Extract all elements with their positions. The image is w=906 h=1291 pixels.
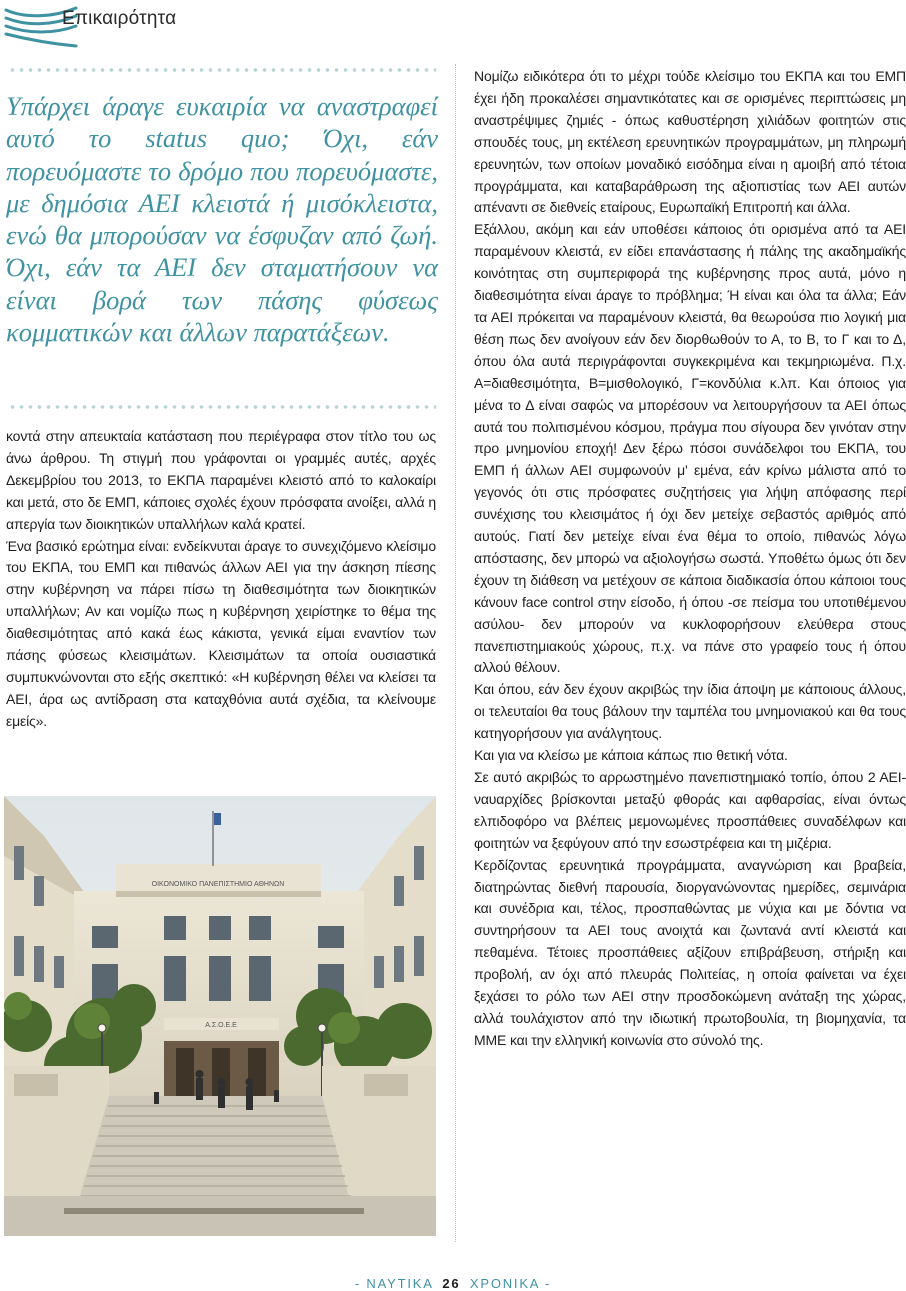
university-photo [4, 796, 436, 1236]
right-column [474, 66, 906, 1052]
pull-quote: Υπάρχει άραγε ευκαιρία να αναστραφεί αυτό το status quo; Όχι, εάν πορευόμαστε το δρόμο που πορευόμαστε, με δημόσια ΑΕΙ κλειστά ή μισόκλειστα, ενώ θα μπορούσαν να έσφυζαν από ζωή. Όχι, εάν τα ΑΕΙ δεν σταματήσουν να είναι βορά των πάσης φύσεως κομματικών και άλλων παρατάξεων. [6, 91, 438, 348]
section-title: Επικαιρότητα [62, 8, 177, 29]
paragraph: Και για να κλείσω με κάποια κάπως πιο θετική νότα. [474, 747, 788, 764]
paragraph: Σε αυτό ακριβώς το αρρωστημένο πανεπιστημιακό τοπίο, όπου 2 ΑΕΙ-ναυαρχίδες βρίσκονται μεταξύ φθοράς και αφθαρσίας, είναι όντως ελπιδοφόρο να βλέπεις μεμονωμένες προσπάθειες συναδέλφων και φοιτητών να ξεφύγουν από την εσωστρέφεια και τη μιζέρια. [474, 769, 906, 851]
building-sign: ΟΙΚΟΝΟΜΙΚΟ ΠΑΝΕΠΙΣΤΗΜΙΟ ΑΘΗΝΩΝ [151, 881, 285, 888]
paragraph: Ένα βασικό ερώτημα είναι: ενδείκνυται άραγε το συνεχιζόμενο κλείσιμο του ΕΚΠΑ, του ΕΜΠ και πιθανώς άλλων ΑΕΙ για την άσκηση πίεσης στην κυβέρνηση να πάρει πίσω τη διαθεσιμότητα των διοικητικών υπαλλήλων; Αν και νομίζω πως η κυβέρνηση χειρίστηκε το θέμα της διαθεσιμότητας από κακά έως κάκιστα, γενικά είμαι εναντίον των πάσης φύσεως κλεισιμάτων. Κλεισιμάτων τα οποία ουσιαστικά συμπυκνώνονται στο εξής σκεπτικό: «Η κυβέρνηση θέλει να κλείσει τα ΑΕΙ, άρα ως αντίδραση στα καταχθόνια αυτά σχέδια, τα κλείνουμε εμείς». [6, 537, 436, 729]
column-divider [455, 64, 456, 1242]
section-header [0, 0, 440, 50]
paragraph: Νομίζω ειδικότερα ότι το μέχρι τούδε κλείσιμο του ΕΚΠΑ και του ΕΜΠ έχει ήδη προκαλέσει σημαντικότατες και σε ορισμένες περιπτώσεις μη αναστρέψιμες ζημιές - όπως καθυστέρηση χιλιάδων φοιτητών στις σπουδές τους, μη εκτέλεση ερευνητικών προγραμμάτων, μη πληρωμή ερευνητών, των οποίων μοναδικό εισόδημα είναι η αμοιβή από τέτοια προγράμματα, και καταβαράθρωση της αξιοπιστίας των ΑΕΙ αυτών απέναντι σε διεθνείς εταίρους, Ευρωπαϊκή Επιτροπή και άλλα. [474, 68, 906, 216]
magazine-name-right: ΧΡΟΝΙΚΑ - [469, 1276, 552, 1291]
dotted-divider-top [8, 67, 436, 73]
paragraph: Κερδίζοντας ερευνητικά προγράμματα, αναγνώριση και βραβεία, διατηρώντας διεθνή παρουσία, διοργανώνοντας ημερίδες, σεμινάρια και συνέδρια και, τέλος, προσπαθώντας με νύχια και με δόντια να συντηρήσουν τα ΑΕΙ τους ανοιχτά και ζωντανά αντί κλειστά και πεθαμένα. Τέτοιες προσπάθειες αξίζουν επιβράβευση, στήριξη και προβολή, αν όχι από πλευράς Πολιτείας, η οποία φαίνεται να έχει ξεχάσει το ρόλο των ΑΕΙ στην προσδοκώμενη ανάταξη της χώρας, αλλά τουλάχιστον από την ιδιωτική πρωτοβουλία, τη βιομηχανία, τα ΜΜΕ και την ελληνική κοινωνία στο σύνολό της. [474, 856, 906, 1048]
magazine-name-left: - ΝΑΥΤΙΚΑ [354, 1276, 433, 1291]
entrance-sign: Α.Σ.Ο.Ε.Ε [205, 1022, 237, 1029]
left-column [6, 426, 436, 733]
dotted-divider-bottom [8, 404, 436, 410]
paragraph: Εξάλλου, ακόμη και εάν υποθέσει κάποιος ότι ορισμένα από τα ΑΕΙ παραμένουν κλειστά, εν είδει επανάστασης ή πάλης της ακαδημαϊκής κοινότητας στη συμπεριφορά της κυβέρνησης προς αυτά, μόνο η διαθεσιμότητα είναι άραγε το πρόβλημα; Ή είναι και όλα τα άλλα; Εάν τα ΑΕΙ πρόκειται να παραμένουν κλειστά, θα θεωρούσα πιο λογική μια θέση πως δεν ανοίγουν εάν δεν διορθωθούν το Α, το Β, το Γ και το Δ, όπου όλα αυτά περιγράφονται συγκεκριμένα και τεκμηριωμένα. Π.χ. Α=διαθεσιμότητα, Β=μισθολογικό, Γ=κονδύλια κ.λπ. Και όποιος για μένα το Δ είναι σαφώς να μπορέσουν να λειτουργήσουν τα ΑΕΙ όπως αυτά του πολιτισμένου κόσμου, πράγμα που σίγουρα δεν γινόταν στην προ μνημονίου εποχή! Δεν ξέρω πόσοι συνάδελφοι του ΕΚΠΑ, του ΕΜΠ ή άλλων ΑΕΙ συμφωνούν μ' εμένα, εάν κρίνω μάλιστα από το γεγονός ότι στις πρόσφατες συζητήσεις για λήψη απόφασης περί συνέχισης του κλεισιμάτος ή όχι δεν μετείχε σεβαστός αριθμός από αυτούς. Γιατί δεν μετείχε είναι ένα θέμα το οποίο, πιθανώς λόγω απόστασης, δεν μπορώ να αξιολογήσω σωστά. Υποθέτω όμως ότι δεν έχουν τη διάθεση να μετέχουν σε κάποια διαδικασία όπου κάποιοι τους κάνουν face control στην είσοδο, ή όπου -σε πείσμα του υποτιθέμενου ασύλου- δεν μπορούν να κυκλοφορήσουν ελεύθερα στους πανεπιστημιακούς χώρους, π.χ. να πάνε στο γραφείο τους ή όπου αλλού θέλουν. [474, 221, 906, 676]
page-number: 26 [442, 1276, 461, 1291]
page-footer [0, 1276, 906, 1291]
paragraph: Και όπου, εάν δεν έχουν ακριβώς την ίδια άποψη με κάποιους άλλους, οι τελευταίοι θα τους βάλουν την ταμπέλα του μνημονιακού και θα τους κατηγορήσουν για ανάλγητους. [474, 681, 906, 742]
paragraph: κοντά στην απευκταία κατάσταση που περιέγραφα στον τίτλο του ως άνω άρθρου. Τη στιγμή που γράφονται οι γραμμές αυτές, αρχές Δεκεμβρίου του 2013, το ΕΚΠΑ παραμένει κλειστό από το καλοκαίρι και μετά, στο δε ΕΜΠ, κάποιες σχολές έχουν πρόσφατα ανοίξει, αλλά η απεργία των διοικητικών υπαλλήλων καλά κρατεί. [6, 428, 436, 532]
